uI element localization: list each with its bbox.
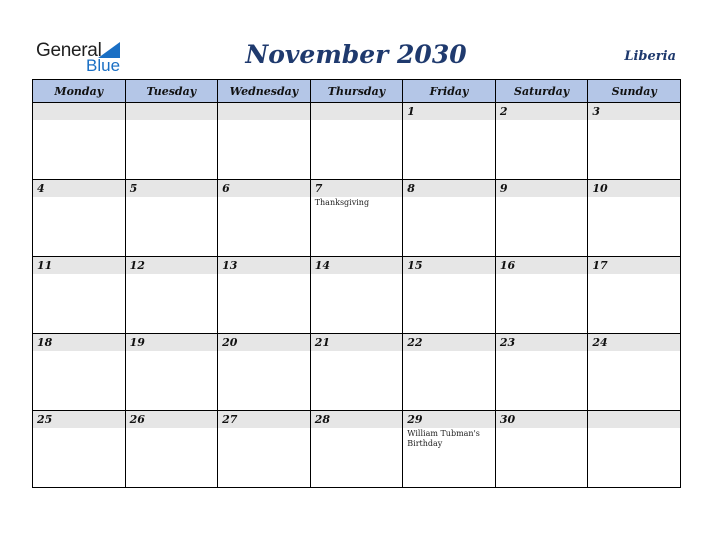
weekday-header: Tuesday	[125, 80, 218, 103]
day-band	[311, 411, 403, 428]
day-cell	[218, 103, 311, 180]
week-row	[33, 334, 681, 411]
day-band	[33, 257, 125, 274]
holiday-label	[403, 197, 495, 198]
day-cell	[403, 334, 496, 411]
holiday-label	[311, 428, 403, 429]
day-number: 1	[407, 105, 415, 118]
day-cell	[403, 257, 496, 334]
day-band	[33, 103, 125, 120]
weekday-header: Friday	[403, 80, 496, 103]
day-band	[403, 103, 495, 120]
day-band	[496, 411, 588, 428]
day-band	[588, 257, 680, 274]
calendar-grid	[32, 79, 681, 488]
holiday-label	[218, 274, 310, 275]
day-cell	[403, 411, 496, 488]
day-cell	[310, 411, 403, 488]
day-cell	[495, 411, 588, 488]
day-cell	[588, 334, 681, 411]
holiday-label	[403, 351, 495, 352]
day-number: 7	[314, 182, 323, 195]
day-band	[218, 103, 310, 120]
holiday-label	[126, 274, 218, 275]
day-number: 12	[129, 259, 145, 272]
calendar-title: November 2030	[245, 40, 467, 69]
day-number: 6	[222, 182, 230, 195]
holiday-label	[126, 428, 218, 429]
day-cell	[310, 334, 403, 411]
day-number: 27	[222, 413, 238, 426]
holiday-label	[126, 351, 218, 352]
day-number: 14	[314, 259, 330, 272]
holiday-label	[496, 428, 588, 429]
holiday-label	[496, 351, 588, 352]
day-cell	[588, 411, 681, 488]
holiday-label	[496, 274, 588, 275]
day-cell	[495, 334, 588, 411]
day-cell	[125, 257, 218, 334]
day-band	[311, 257, 403, 274]
day-band	[311, 180, 403, 197]
day-band	[403, 180, 495, 197]
holiday-label	[311, 351, 403, 352]
day-cell	[495, 257, 588, 334]
day-number: 10	[592, 182, 608, 195]
day-cell	[218, 180, 311, 257]
day-band	[126, 411, 218, 428]
day-band	[33, 411, 125, 428]
holiday-label	[218, 120, 310, 121]
day-band	[218, 411, 310, 428]
day-number: 16	[499, 259, 516, 272]
day-cell	[403, 103, 496, 180]
holiday-label	[33, 120, 125, 121]
holiday-label	[126, 120, 218, 121]
week-row	[33, 180, 681, 257]
holiday-label: Thanksgiving	[314, 198, 370, 207]
holiday-label	[496, 120, 588, 121]
day-cell	[33, 257, 126, 334]
day-number: 3	[592, 105, 601, 118]
day-cell	[310, 257, 403, 334]
day-cell	[495, 103, 588, 180]
day-number: 8	[407, 182, 415, 195]
day-number: 20	[222, 336, 238, 349]
day-band	[311, 103, 403, 120]
week-row	[33, 257, 681, 334]
weekday-header: Sunday	[588, 80, 681, 103]
day-number: 30	[499, 413, 516, 426]
day-band	[496, 180, 588, 197]
holiday-label	[403, 120, 495, 121]
day-number: 25	[37, 413, 53, 426]
holiday-label	[311, 274, 403, 275]
day-cell	[310, 103, 403, 180]
holiday-label: William Tubman's Birthday	[407, 429, 480, 448]
week-row	[33, 411, 681, 488]
week-row	[33, 103, 681, 180]
day-number: 11	[37, 259, 53, 272]
day-band	[403, 257, 495, 274]
holiday-label	[218, 428, 310, 429]
holiday-label	[588, 197, 680, 198]
day-band	[33, 180, 125, 197]
day-number: 17	[592, 259, 608, 272]
day-cell	[33, 103, 126, 180]
weekday-header: Monday	[33, 80, 126, 103]
day-band	[403, 334, 495, 351]
day-number: 18	[37, 336, 53, 349]
day-number: 23	[499, 336, 516, 349]
day-band	[403, 411, 495, 428]
day-band	[588, 334, 680, 351]
day-band	[126, 103, 218, 120]
holiday-label	[33, 274, 125, 275]
day-band	[311, 334, 403, 351]
holiday-label	[588, 120, 680, 121]
day-number: 26	[129, 413, 145, 426]
day-band	[126, 180, 218, 197]
day-number: 22	[407, 336, 423, 349]
holiday-label	[311, 120, 403, 121]
logo-blue-text: Blue	[86, 56, 121, 75]
day-band	[496, 334, 588, 351]
holiday-label	[218, 351, 310, 352]
holiday-label	[588, 428, 680, 429]
weekday-header: Wednesday	[218, 80, 311, 103]
holiday-label	[33, 428, 125, 429]
day-band	[496, 103, 588, 120]
country-label: Liberia	[624, 49, 676, 64]
day-cell	[310, 180, 403, 257]
day-cell	[33, 411, 126, 488]
day-number: 9	[499, 182, 508, 195]
day-band	[496, 257, 588, 274]
day-band	[33, 334, 125, 351]
day-number: 24	[592, 336, 608, 349]
holiday-label	[33, 197, 125, 198]
day-band	[588, 103, 680, 120]
holiday-label	[588, 351, 680, 352]
day-number: 21	[314, 336, 330, 349]
day-number: 4	[37, 182, 45, 195]
holiday-label	[403, 274, 495, 275]
day-cell	[218, 334, 311, 411]
day-cell	[33, 334, 126, 411]
day-cell	[125, 180, 218, 257]
day-cell	[588, 180, 681, 257]
weekday-header: Saturday	[495, 80, 588, 103]
day-number: 28	[314, 413, 330, 426]
day-number: 2	[499, 105, 508, 118]
day-cell	[125, 411, 218, 488]
weekday-header-row	[33, 80, 681, 103]
day-cell	[218, 411, 311, 488]
day-cell	[218, 257, 311, 334]
day-cell	[495, 180, 588, 257]
day-band	[588, 180, 680, 197]
logo-general-text: General	[36, 40, 102, 61]
day-cell	[588, 103, 681, 180]
holiday-label	[33, 351, 125, 352]
holiday-label	[588, 274, 680, 275]
holiday-label	[496, 197, 588, 198]
day-band	[126, 334, 218, 351]
day-number: 19	[129, 336, 145, 349]
day-number: 15	[407, 259, 423, 272]
day-band	[218, 180, 310, 197]
day-cell	[125, 103, 218, 180]
day-band	[218, 257, 310, 274]
holiday-label	[218, 197, 310, 198]
weekday-header: Thursday	[310, 80, 403, 103]
day-band	[588, 411, 680, 428]
day-cell	[588, 257, 681, 334]
day-cell	[33, 180, 126, 257]
day-band	[126, 257, 218, 274]
day-band	[218, 334, 310, 351]
day-number: 5	[129, 182, 138, 195]
day-cell	[403, 180, 496, 257]
day-number: 29	[407, 413, 423, 426]
holiday-label	[126, 197, 218, 198]
day-number: 13	[222, 259, 238, 272]
day-cell	[125, 334, 218, 411]
